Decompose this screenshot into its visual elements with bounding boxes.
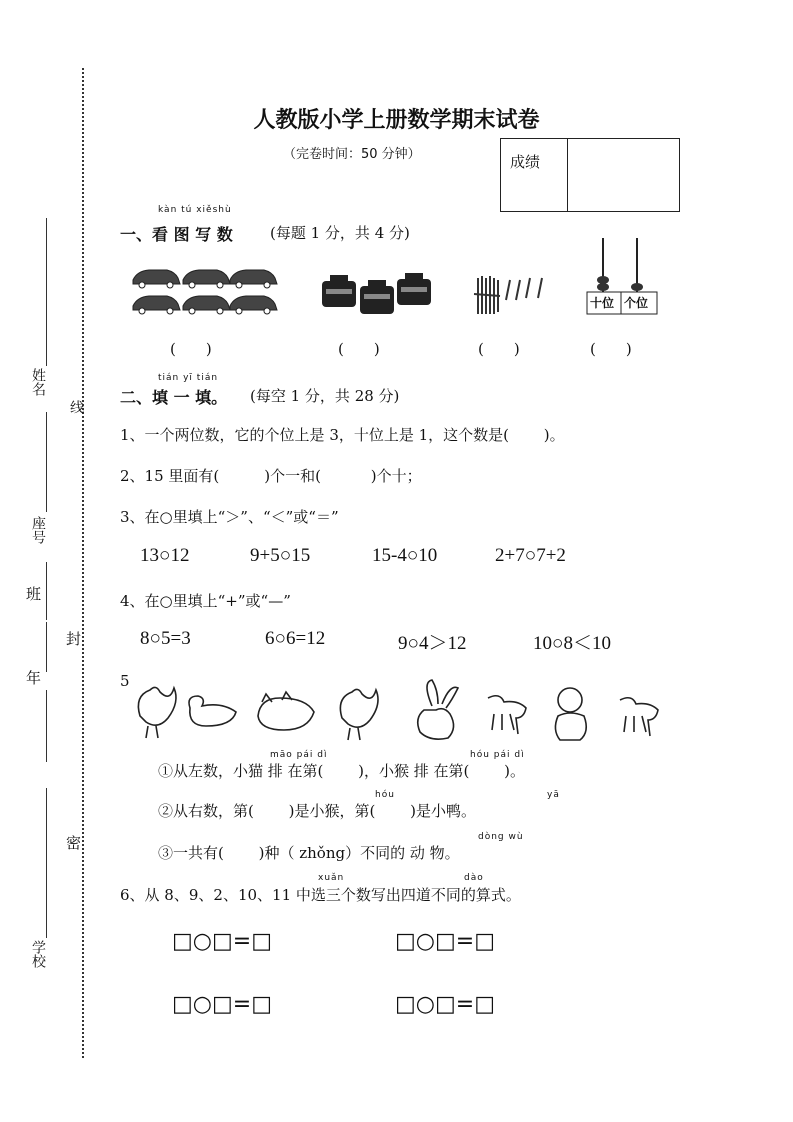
class-line bbox=[46, 562, 47, 620]
grade-line bbox=[46, 622, 47, 672]
answer-blank-3[interactable]: ( ) bbox=[478, 340, 520, 358]
grade-label: 年 bbox=[26, 669, 42, 687]
section1-title: 一、看 图 写 数 bbox=[120, 225, 233, 244]
page-title: 人教版小学上册数学期末试卷 bbox=[253, 108, 540, 133]
question-5b: ②从右数，第( )是小猴，第( )是小鸭。 bbox=[158, 802, 476, 820]
compare-item-1[interactable]: 13○12 bbox=[140, 545, 190, 566]
q6-pinyin-2: dào bbox=[464, 873, 484, 883]
class-label: 班 bbox=[26, 585, 42, 603]
answer-blank-1[interactable]: ( ) bbox=[170, 340, 212, 358]
question-4: 4、在○里填上“+”或“—” bbox=[120, 592, 291, 610]
seat-line bbox=[46, 412, 47, 512]
exam-time: （完卷时间：50 分钟） bbox=[283, 147, 421, 162]
q5c-pinyin: dòng wù bbox=[478, 832, 524, 842]
q6-pinyin-1: xuǎn bbox=[318, 873, 345, 883]
q5b-pinyin: hóu bbox=[375, 790, 395, 800]
ink-bottles-picture bbox=[320, 273, 435, 318]
binding-dotted-line bbox=[82, 68, 84, 1058]
grade-line-2 bbox=[46, 690, 47, 762]
question-5a: ①从左数，小猫 排 在第( )，小猴 排 在第( )。 bbox=[158, 762, 526, 780]
q5a-pinyin: māo pái dì bbox=[270, 750, 328, 760]
school-label: 学校 bbox=[30, 940, 46, 968]
school-line bbox=[46, 788, 47, 938]
section2-pinyin: tián yī tián bbox=[158, 373, 219, 383]
section2-note: (每空 1 分，共 28 分) bbox=[250, 387, 400, 405]
score-box bbox=[500, 138, 680, 212]
seal-char: 封 bbox=[66, 630, 82, 648]
question-5c: ③一共有( )种（ zhǒng）不同的 动 物。 bbox=[158, 844, 460, 862]
question-5-number: 5 bbox=[120, 672, 130, 690]
formula-blank-1[interactable]: □○□=□ bbox=[172, 929, 272, 954]
answer-blank-2[interactable]: ( ) bbox=[338, 340, 380, 358]
formula-blank-4[interactable]: □○□=□ bbox=[395, 992, 495, 1017]
question-2: 2、15 里面有( )个一和( )个十； bbox=[120, 467, 422, 485]
seat-label: 座号 bbox=[30, 516, 46, 544]
line-char: 线 bbox=[68, 400, 84, 414]
score-label: 成绩 bbox=[510, 153, 541, 171]
q5a-pinyin-2: hóu pái dì bbox=[470, 750, 525, 760]
section1-note: (每题 1 分，共 4 分) bbox=[270, 224, 410, 242]
compare-item-3[interactable]: 15-4○10 bbox=[372, 545, 438, 566]
formula-blank-2[interactable]: □○□=□ bbox=[395, 929, 495, 954]
question-6: 6、从 8、9、2、10、11 中选三个数写出四道不同的算式。 bbox=[120, 886, 521, 904]
name-line bbox=[46, 218, 47, 366]
animals-picture bbox=[130, 676, 675, 744]
operator-item-3[interactable]: 9○4＞12 bbox=[398, 633, 467, 654]
operator-item-1[interactable]: 8○5=3 bbox=[140, 628, 191, 649]
formula-blank-3[interactable]: □○□=□ bbox=[172, 992, 272, 1017]
q5b-pinyin-2: yā bbox=[547, 790, 560, 800]
name-label: 姓名 bbox=[30, 368, 46, 396]
cars-picture bbox=[130, 262, 280, 320]
section2-title: 二、填 一 填。 bbox=[120, 388, 228, 407]
question-1: 1、一个两位数，它的个位上是 3，十位上是 1，这个数是( )。 bbox=[120, 426, 565, 444]
secret-char: 密 bbox=[66, 834, 82, 852]
abacus-ones-label: 个位 bbox=[624, 296, 649, 310]
question-3: 3、在○里填上“＞”、“＜”或“＝” bbox=[120, 508, 339, 526]
operator-item-4[interactable]: 10○8＜10 bbox=[533, 633, 611, 654]
abacus-tens-label: 十位 bbox=[590, 296, 615, 310]
answer-blank-4[interactable]: ( ) bbox=[590, 340, 632, 358]
section1-pinyin: kàn tú xiěshù bbox=[158, 205, 232, 215]
compare-item-4[interactable]: 2+7○7+2 bbox=[495, 545, 566, 566]
compare-item-2[interactable]: 9+5○15 bbox=[250, 545, 311, 566]
sticks-picture bbox=[472, 272, 552, 318]
operator-item-2[interactable]: 6○6=12 bbox=[265, 628, 326, 649]
